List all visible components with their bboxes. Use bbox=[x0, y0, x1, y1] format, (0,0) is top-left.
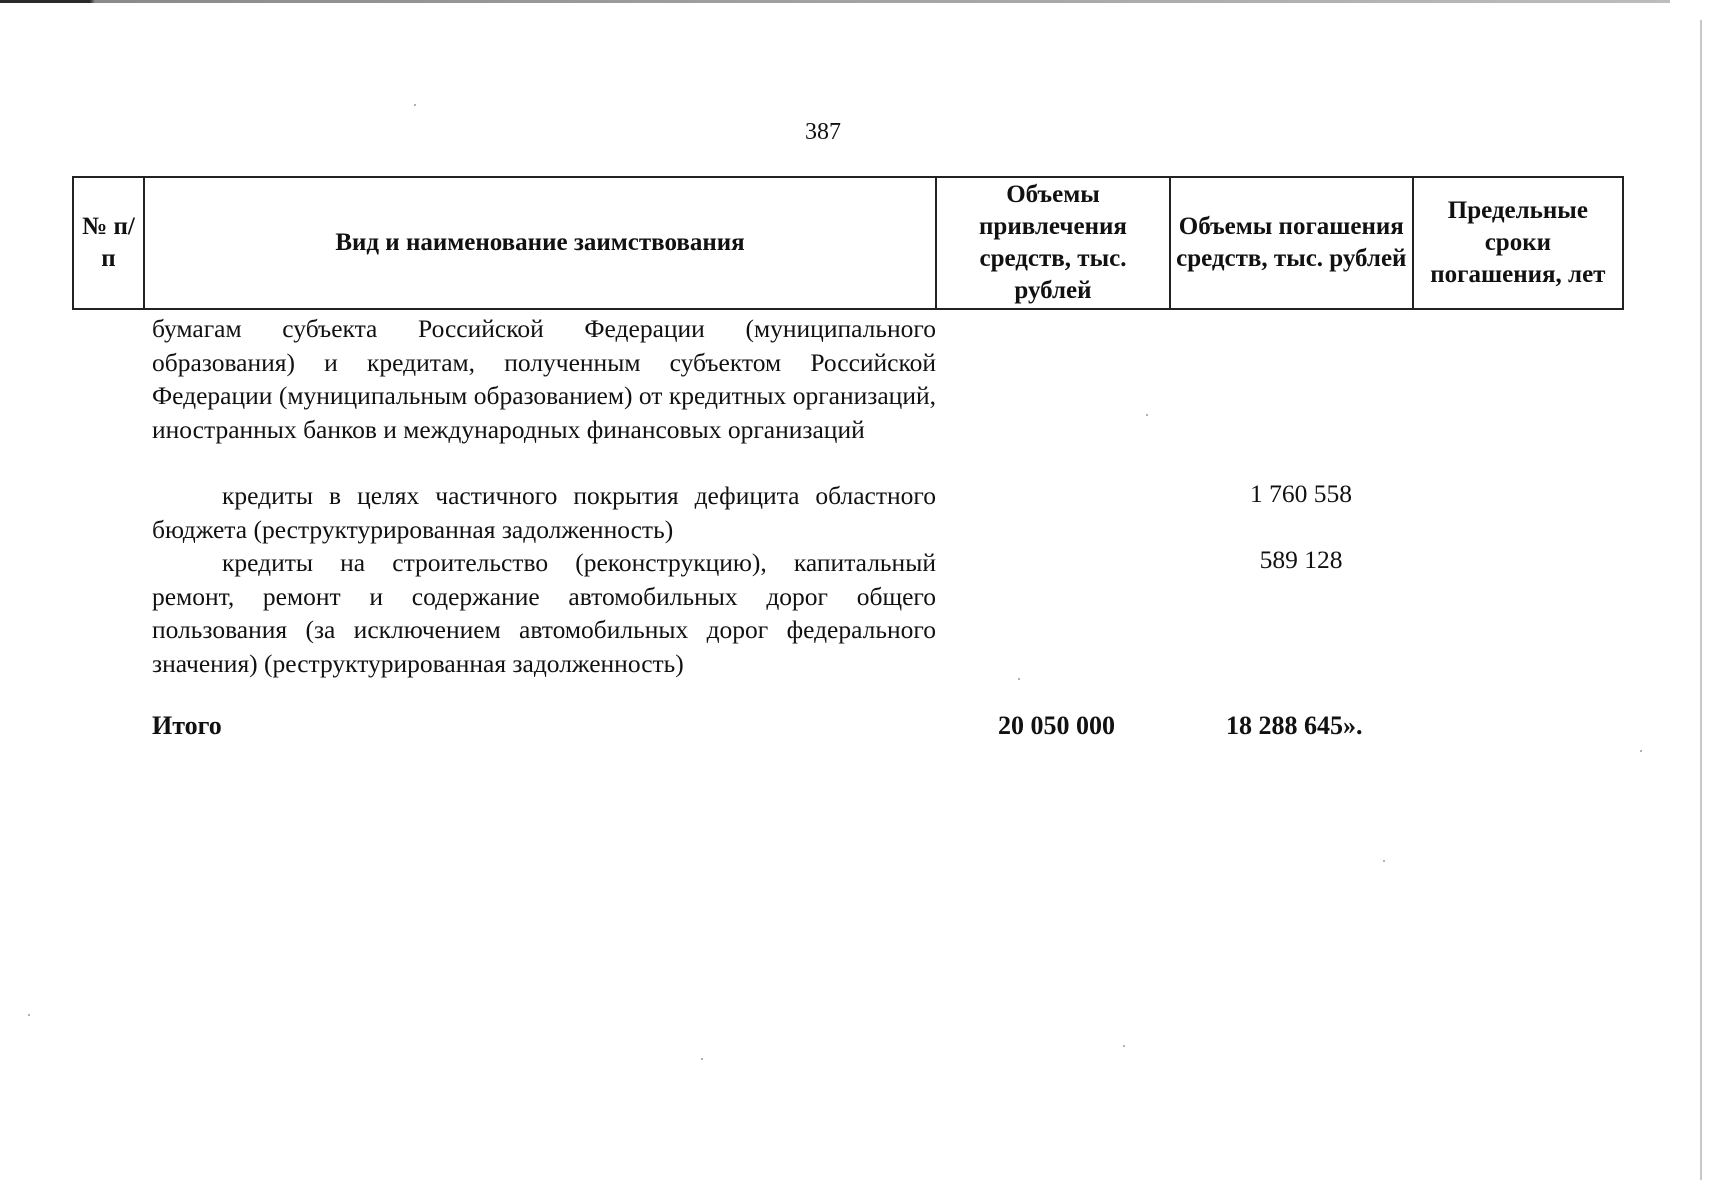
scan-edge-top bbox=[0, 0, 1670, 3]
header-terms: Предельные сроки погашения, лет bbox=[1413, 177, 1623, 309]
scan-edge-right bbox=[1700, 20, 1702, 1180]
header-repayment: Объемы погашения средств, тыс. рублей bbox=[1170, 177, 1413, 309]
header-name: Вид и наименование заимствования bbox=[144, 177, 936, 309]
header-number: № п/п bbox=[73, 177, 144, 309]
row-road-credits-repayment: 589 128 bbox=[1259, 545, 1343, 574]
total-attraction: 20 050 000 bbox=[998, 711, 1115, 740]
scan-speck bbox=[1146, 414, 1148, 416]
row-deficit-credits-repayment: 1 760 558 bbox=[1250, 479, 1352, 508]
scan-speck bbox=[1383, 860, 1385, 862]
table-header-row bbox=[73, 177, 1623, 309]
scan-speck bbox=[1123, 1045, 1125, 1047]
table-header bbox=[72, 176, 1624, 310]
scan-speck bbox=[1018, 678, 1020, 680]
total-repayment: 18 288 645». bbox=[1226, 711, 1363, 740]
scan-speck bbox=[1640, 750, 1642, 752]
row-continuation-text: бумагам субъекта Российской Федерации (муниципального образования) и кредитам, полученным субъектом Российской Федерации (муниципальным образованием) от кредитных организаций, иностранных банков и международных финансовых организаций bbox=[152, 314, 936, 444]
row-deficit-credits-text: кредиты в целях частичного покрытия дефицита областного бюджета (реструктурированная задолженность) bbox=[152, 481, 936, 544]
scan-speck bbox=[701, 1058, 703, 1060]
total-label: Итого bbox=[152, 711, 222, 740]
scan-speck bbox=[414, 104, 416, 106]
header-attraction: Объемы привлечения средств, тыс. рублей bbox=[936, 177, 1170, 309]
scan-speck bbox=[28, 1014, 30, 1016]
page-number: 387 bbox=[805, 119, 841, 145]
row-road-credits-text: кредиты на строительство (реконструкцию), капитальный ремонт, ремонт и содержание автомобильных дорог общего пользования (за исключением автомобильных дорог федерального значения) (реструктурированная задолженность) bbox=[152, 548, 936, 678]
